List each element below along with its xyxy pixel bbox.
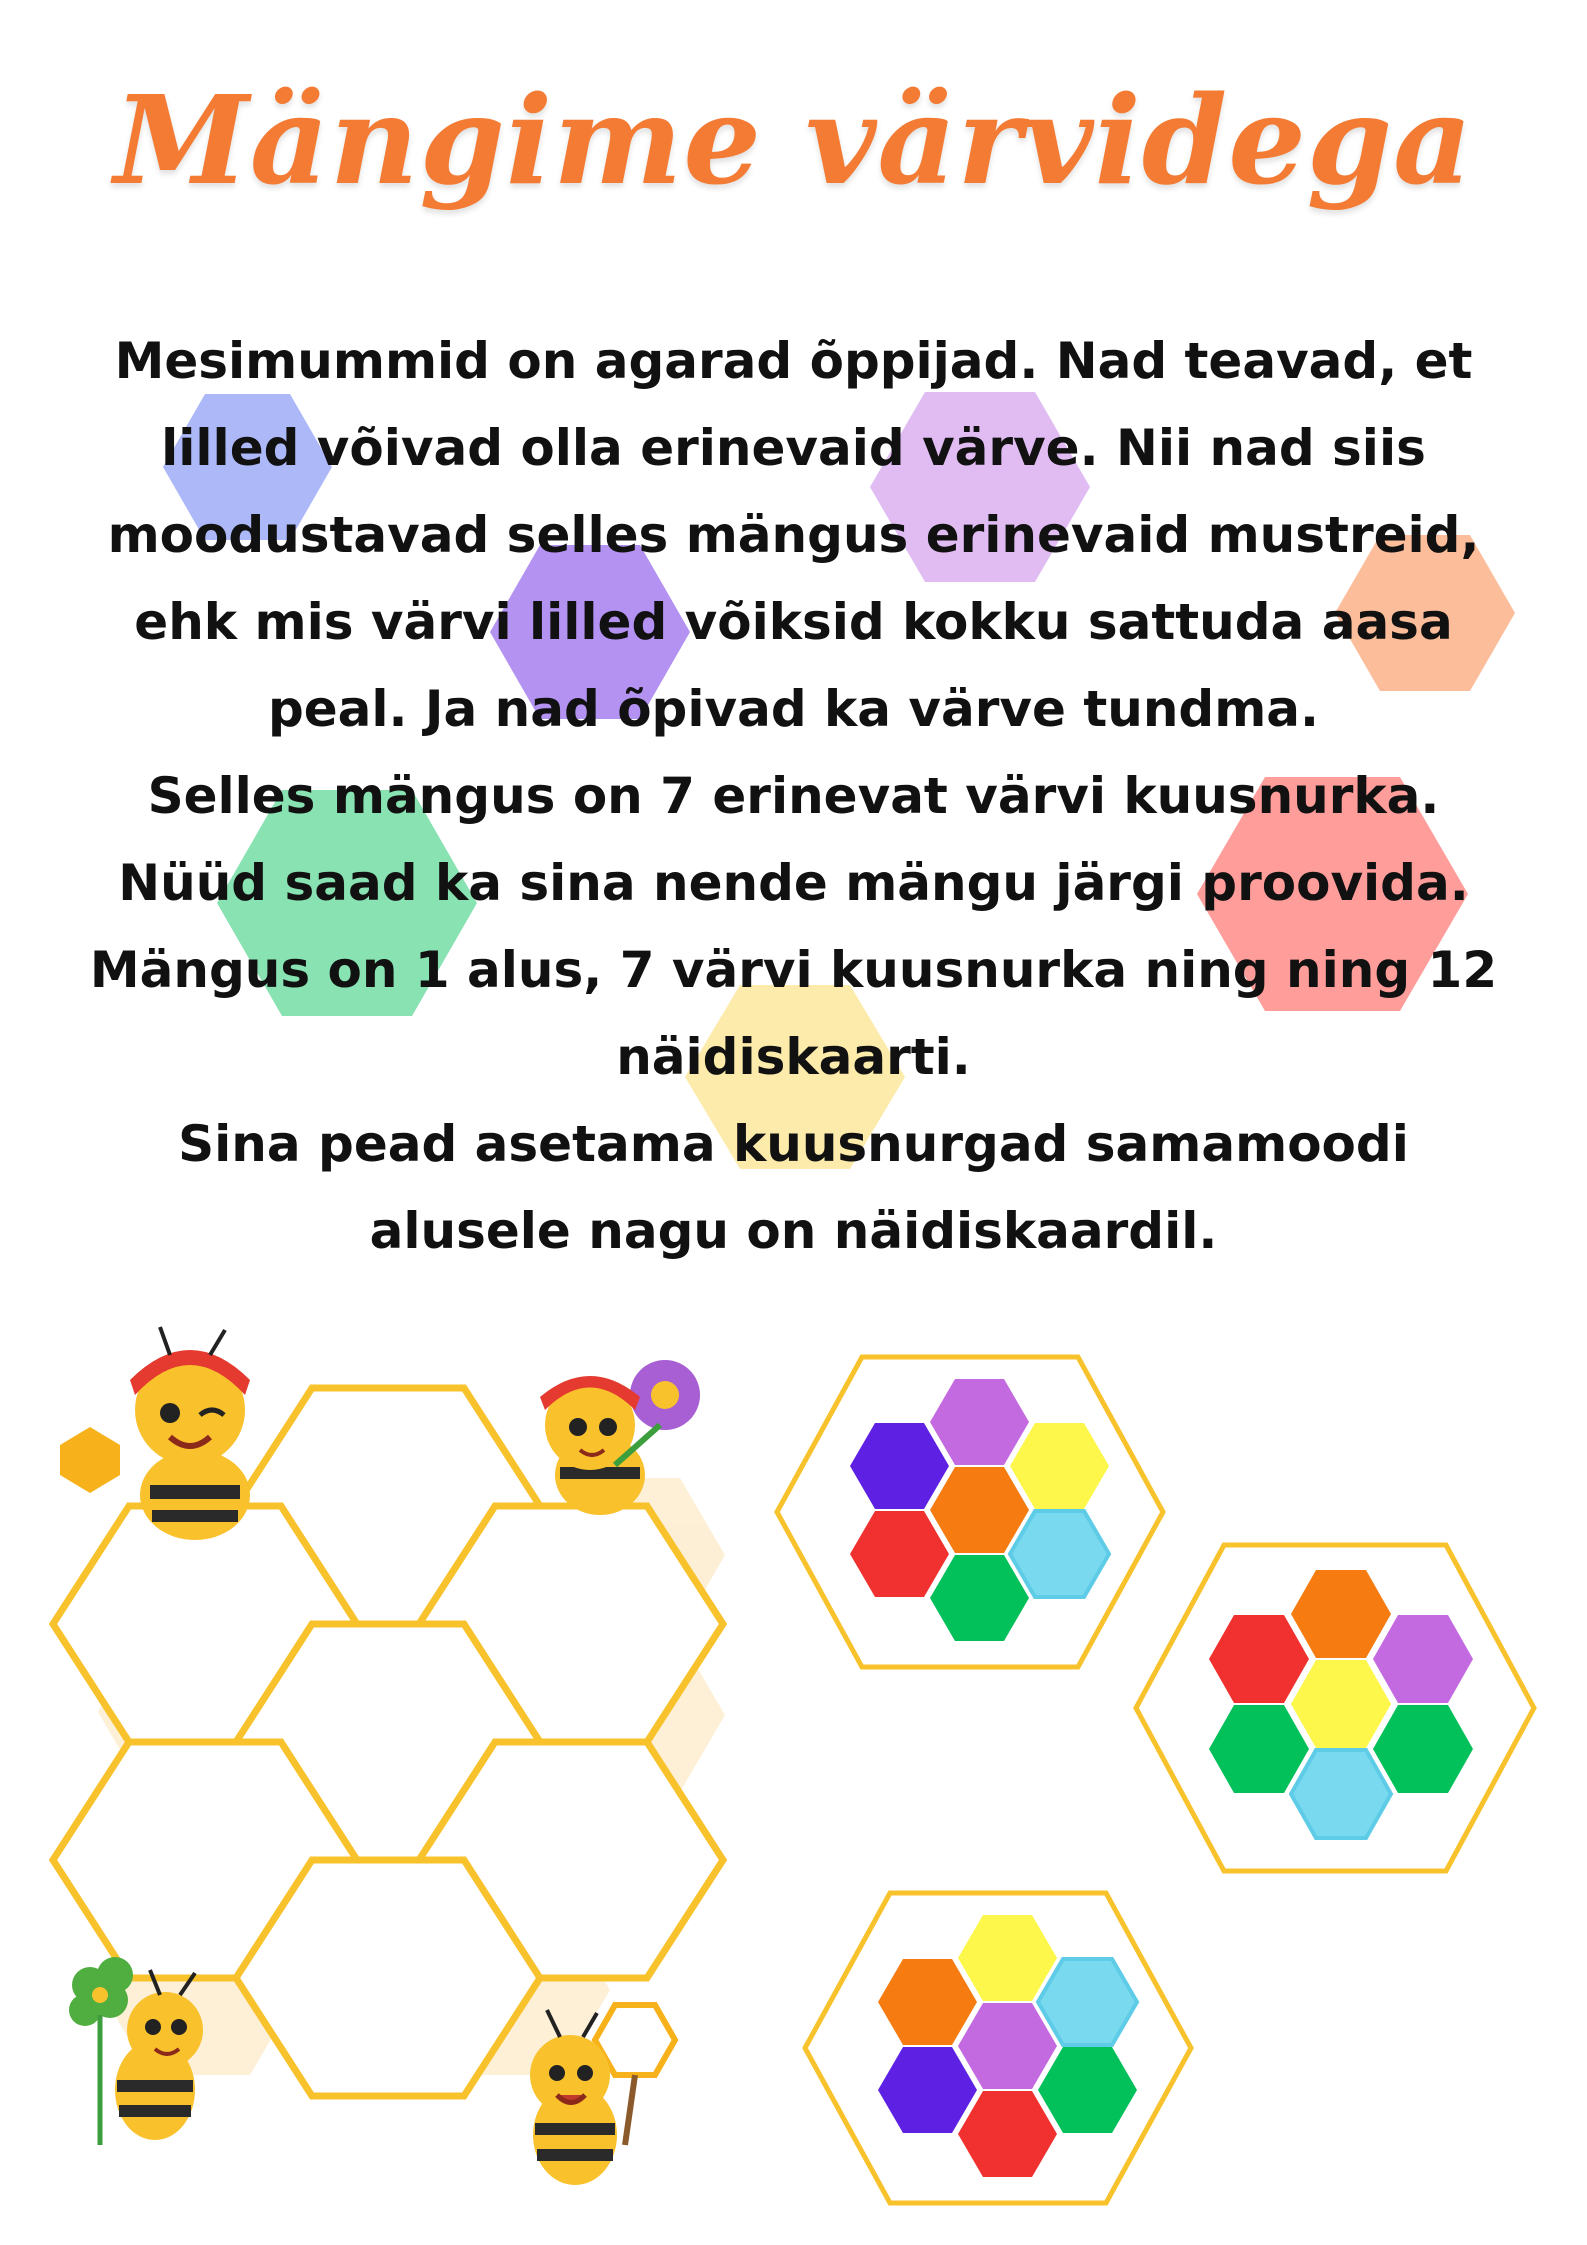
text-line: näidiskaarti. xyxy=(616,1028,971,1086)
text-line: moodustavad selles mängus erinevaid mustreid, xyxy=(107,506,1480,564)
page-title: Mängime värvidega xyxy=(113,68,1474,212)
example-card-1 xyxy=(777,1357,1163,1667)
text-line: Selles mängus on 7 erinevat värvi kuusnurka. xyxy=(147,767,1440,825)
text-line: Mesimummid on agarad õppijad. Nad teavad, et xyxy=(114,332,1473,390)
text-line: peal. Ja nad õpivad ka värve tundma. xyxy=(267,680,1320,738)
text-line: Mängus on 1 alus, 7 värvi kuusnurka ning ning 12 xyxy=(89,941,1498,999)
example-card-2 xyxy=(1136,1545,1534,1871)
text-line: Nüüd saad ka sina nende mängu järgi proovida. xyxy=(118,854,1469,912)
text-line: ehk mis värvi lilled võiksid kokku sattuda aasa xyxy=(134,593,1453,651)
text-line: alusele nagu on näidiskaardil. xyxy=(369,1202,1218,1260)
bee-with-honey-dipper-icon xyxy=(60,1327,250,1540)
example-card-3 xyxy=(805,1893,1191,2203)
text-line: Sina pead asetama kuusnurgad samamoodi xyxy=(178,1115,1409,1173)
text-line: lilled võivad olla erinevaid värve. Nii nad siis xyxy=(161,419,1426,477)
